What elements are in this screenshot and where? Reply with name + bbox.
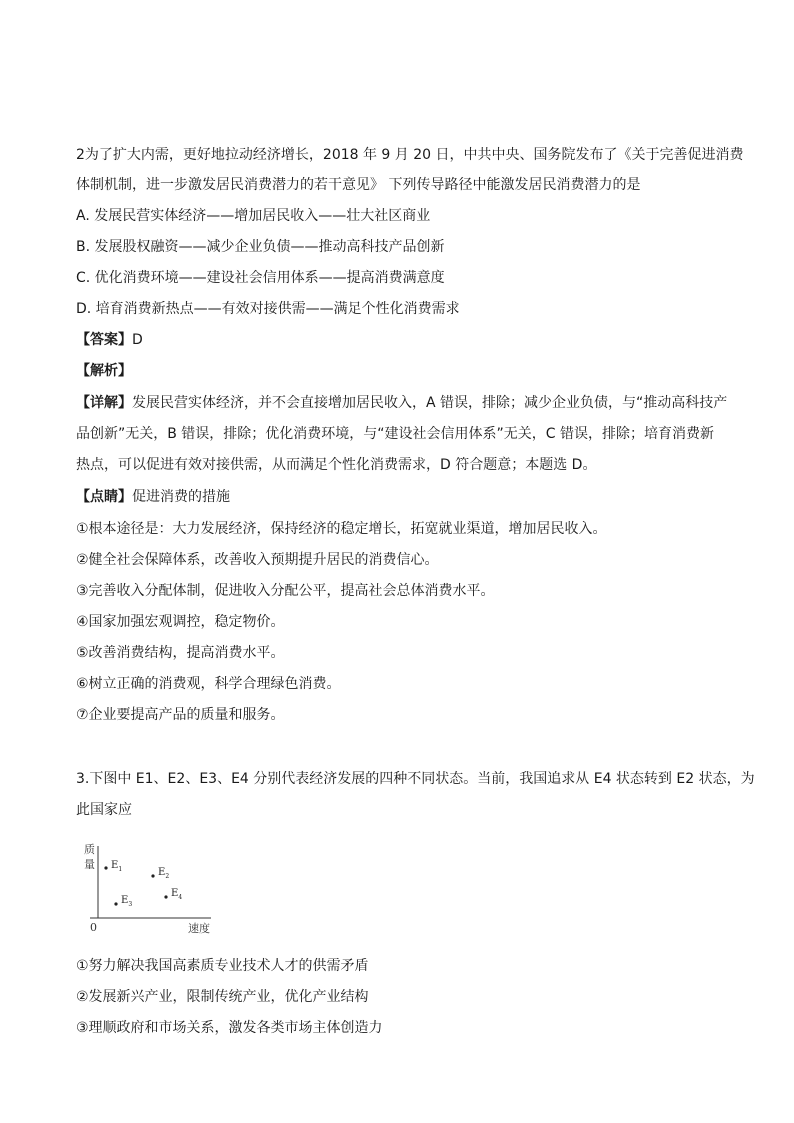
q3-stem-line2: 此国家应	[76, 802, 132, 818]
point-e2-label: $E_2$	[158, 867, 170, 880]
x-axis-label: 速度	[188, 922, 210, 935]
answer-tag: 【答案】	[76, 332, 132, 348]
point-e2	[151, 874, 154, 877]
analysis-tag: 【解析】	[76, 363, 132, 379]
q2-option-b: B. 发展股权融资——减少企业负债——推动高科技产品创新	[76, 239, 445, 255]
q2-option-d: D. 培育消费新热点——有效对接供需——满足个性化消费需求	[76, 301, 460, 317]
q2-tip-item: ①根本途径是：大力发展经济，保持经济的稳定增长，拓宽就业渠道，增加居民收入。	[76, 521, 607, 537]
q2-option-c: C. 优化消费环境——建设社会信用体系——提高消费满意度	[76, 270, 445, 286]
point-e4	[164, 895, 167, 898]
detail-tag: 【详解】	[76, 395, 132, 411]
q2-tip-item: ④国家加强宏观调控，稳定物价。	[76, 614, 285, 630]
q3-statement: ②发展新兴产业，限制传统产业，优化产业结构	[76, 989, 369, 1005]
q2-tip-item: ⑤改善消费结构，提高消费水平。	[76, 645, 285, 661]
q2-stem-line2: 体制机制，进一步激发居民消费潜力的若干意见》 下列传导路径中能激发居民消费潜力的是	[76, 177, 641, 193]
q2-stem-line1: 2为了扩大内需，更好地拉动经济增长，2018 年 9 月 20 日，中共中央、国务院发布了《关于完善促进消费	[76, 147, 744, 163]
q2-analysis-tag	[76, 361, 726, 381]
point-e3	[114, 902, 117, 905]
detail-text-1: 发展民营实体经济，并不会直接增加居民收入，A 错误，排除；减少企业负债，与“推动高科技产	[132, 395, 728, 411]
q2-detail-line2: 品创新”无关，B 错误，排除；优化消费环境，与“建设社会信用体系”无关，C 错误，排除；培育消费新	[76, 426, 715, 442]
point-e3-label: $E_3$	[121, 895, 133, 908]
q2-tip-title	[76, 487, 726, 507]
q2-tip-item: ③完善收入分配体制，促进收入分配公平，提高社会总体消费水平。	[76, 583, 495, 599]
q3-figure	[76, 838, 226, 938]
q3-stem-line1: 3.下图中 E1、E2、E3、E4 分别代表经济发展的四种不同状态。当前，我国追求从 E4 状态转到 E2 状态，为	[76, 771, 755, 787]
axes	[90, 846, 211, 918]
tip-tag: 【点睛】	[76, 489, 132, 505]
q2-tip-item: ⑦企业要提高产品的质量和服务。	[76, 707, 285, 723]
q2-detail-line1	[76, 393, 726, 413]
q2-detail-line3: 热点，可以促进有效对接供需，从而满足个性化消费需求，D 符合题意；本题选 D。	[76, 457, 597, 473]
q3-statement: ③理顺政府和市场关系，激发各类市场主体创造力	[76, 1020, 383, 1036]
point-e1	[104, 866, 107, 869]
point-e4-label: $E_4$	[171, 888, 183, 901]
q2-tip-item: ⑥树立正确的消费观，科学合理绿色消费。	[76, 676, 341, 692]
y-axis-label-1: 质	[84, 843, 95, 856]
q2-answer	[76, 330, 726, 350]
q2-option-a: A. 发展民营实体经济——增加居民收入——壮大社区商业	[76, 208, 431, 224]
answer-value: D	[132, 332, 143, 348]
tip-title-text: 促进消费的措施	[132, 489, 230, 505]
q3-statement: ①努力解决我国高素质专业技术人才的供需矛盾	[76, 958, 369, 974]
q2-tip-item: ②健全社会保障体系，改善收入预期提升居民的消费信心。	[76, 552, 439, 568]
y-axis-label-2: 量	[84, 858, 95, 871]
point-e1-label: $E_1$	[111, 860, 123, 873]
origin-label: 0	[90, 921, 97, 934]
